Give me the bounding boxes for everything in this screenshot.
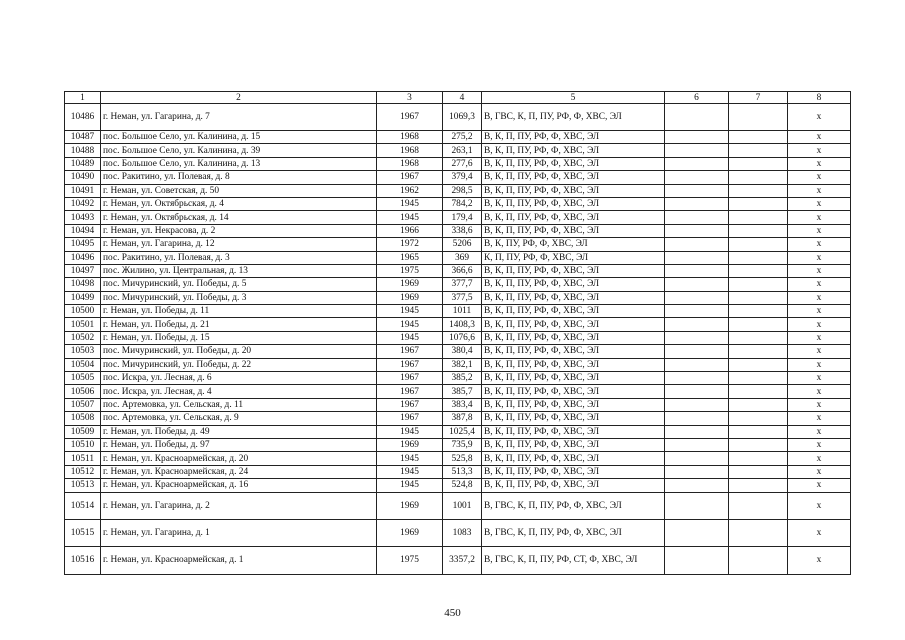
cell-col-8: x — [788, 131, 851, 144]
cell-row-number: 10493 — [65, 211, 101, 224]
cell-row-number: 10506 — [65, 385, 101, 398]
cell-area: 385,7 — [443, 385, 482, 398]
cell-col-7 — [729, 157, 788, 170]
cell-area: 382,1 — [443, 358, 482, 371]
cell-build-year: 1969 — [377, 492, 443, 519]
cell-area: 784,2 — [443, 197, 482, 210]
cell-area: 385,2 — [443, 372, 482, 385]
cell-address: г. Неман, ул. Гагарина, д. 2 — [101, 492, 377, 519]
cell-row-number: 10504 — [65, 358, 101, 371]
cell-utilities: В, К, П, ПУ, РФ, Ф, ХВС, ЭЛ — [482, 184, 665, 197]
cell-utilities: В, К, П, ПУ, РФ, Ф, ХВС, ЭЛ — [482, 224, 665, 237]
cell-col-8: x — [788, 251, 851, 264]
cell-col-7 — [729, 305, 788, 318]
cell-col-8: x — [788, 278, 851, 291]
cell-col-8: x — [788, 171, 851, 184]
table-row — [65, 318, 851, 331]
cell-col-8: x — [788, 479, 851, 492]
cell-col-6 — [665, 305, 729, 318]
cell-row-number: 10489 — [65, 157, 101, 170]
table-row — [65, 291, 851, 304]
cell-address: пос. Ракитино, ул. Полевая, д. 8 — [101, 171, 377, 184]
cell-build-year: 1945 — [377, 479, 443, 492]
cell-area: 263,1 — [443, 144, 482, 157]
cell-utilities: В, К, П, ПУ, РФ, Ф, ХВС, ЭЛ — [482, 479, 665, 492]
cell-utilities: В, К, П, ПУ, РФ, Ф, ХВС, ЭЛ — [482, 157, 665, 170]
cell-area: 277,6 — [443, 157, 482, 170]
cell-address: г. Неман, ул. Советская, д. 50 — [101, 184, 377, 197]
cell-utilities: В, К, П, ПУ, РФ, Ф, ХВС, ЭЛ — [482, 291, 665, 304]
cell-col-6 — [665, 331, 729, 344]
cell-address: пос. Мичуринский, ул. Победы, д. 3 — [101, 291, 377, 304]
cell-row-number: 10510 — [65, 438, 101, 451]
cell-col-7 — [729, 438, 788, 451]
cell-col-6 — [665, 171, 729, 184]
cell-area: 5206 — [443, 238, 482, 251]
cell-col-6 — [665, 546, 729, 574]
cell-col-7 — [729, 398, 788, 411]
cell-address: г. Неман, ул. Гагарина, д. 12 — [101, 238, 377, 251]
cell-build-year: 1945 — [377, 211, 443, 224]
header-row — [65, 92, 851, 104]
cell-col-8: x — [788, 264, 851, 277]
cell-address: пос. Большое Село, ул. Калинина, д. 15 — [101, 131, 377, 144]
cell-utilities: В, К, П, ПУ, РФ, Ф, ХВС, ЭЛ — [482, 412, 665, 425]
cell-col-7 — [729, 452, 788, 465]
cell-col-8: x — [788, 305, 851, 318]
cell-row-number: 10500 — [65, 305, 101, 318]
cell-utilities: В, К, П, ПУ, РФ, Ф, ХВС, ЭЛ — [482, 438, 665, 451]
cell-row-number: 10508 — [65, 412, 101, 425]
table-body — [65, 92, 851, 575]
cell-address: г. Неман, ул. Победы, д. 97 — [101, 438, 377, 451]
cell-address: пос. Мичуринский, ул. Победы, д. 22 — [101, 358, 377, 371]
cell-row-number: 10513 — [65, 479, 101, 492]
cell-col-8: x — [788, 412, 851, 425]
cell-col-8: x — [788, 224, 851, 237]
cell-address: пос. Большое Село, ул. Калинина, д. 13 — [101, 157, 377, 170]
cell-area: 1083 — [443, 519, 482, 546]
cell-col-7 — [729, 331, 788, 344]
cell-col-8: x — [788, 465, 851, 478]
cell-address: г. Неман, ул. Красноармейская, д. 16 — [101, 479, 377, 492]
cell-utilities: В, К, П, ПУ, РФ, Ф, ХВС, ЭЛ — [482, 264, 665, 277]
cell-col-6 — [665, 398, 729, 411]
cell-build-year: 1975 — [377, 264, 443, 277]
cell-row-number: 10512 — [65, 465, 101, 478]
cell-col-7 — [729, 144, 788, 157]
cell-col-6 — [665, 211, 729, 224]
cell-area: 3357,2 — [443, 546, 482, 574]
cell-address: г. Неман, ул. Октябрьская, д. 4 — [101, 197, 377, 210]
cell-build-year: 1967 — [377, 412, 443, 425]
cell-row-number: 10488 — [65, 144, 101, 157]
cell-row-number: 10491 — [65, 184, 101, 197]
column-header: 4 — [443, 92, 482, 104]
cell-area: 377,5 — [443, 291, 482, 304]
cell-col-8: x — [788, 385, 851, 398]
cell-col-8: x — [788, 372, 851, 385]
table-row — [65, 492, 851, 519]
cell-area: 377,7 — [443, 278, 482, 291]
cell-col-7 — [729, 291, 788, 304]
column-header: 7 — [729, 92, 788, 104]
cell-area: 379,4 — [443, 171, 482, 184]
cell-build-year: 1969 — [377, 291, 443, 304]
table-row — [65, 465, 851, 478]
page-number: 450 — [444, 607, 461, 619]
table-row — [65, 438, 851, 451]
column-header: 5 — [482, 92, 665, 104]
table-row — [65, 331, 851, 344]
table-row — [65, 144, 851, 157]
cell-col-7 — [729, 345, 788, 358]
cell-col-8: x — [788, 438, 851, 451]
cell-row-number: 10511 — [65, 452, 101, 465]
cell-address: г. Неман, ул. Гагарина, д. 1 — [101, 519, 377, 546]
cell-build-year: 1962 — [377, 184, 443, 197]
cell-area: 513,3 — [443, 465, 482, 478]
table-row — [65, 197, 851, 210]
cell-col-6 — [665, 412, 729, 425]
cell-utilities: В, ГВС, К, П, ПУ, РФ, СТ, Ф, ХВС, ЭЛ — [482, 546, 665, 574]
cell-col-7 — [729, 425, 788, 438]
cell-utilities: В, К, П, ПУ, РФ, Ф, ХВС, ЭЛ — [482, 345, 665, 358]
cell-col-8: x — [788, 211, 851, 224]
cell-area: 1076,6 — [443, 331, 482, 344]
cell-col-6 — [665, 224, 729, 237]
cell-col-6 — [665, 104, 729, 131]
cell-utilities: В, К, П, ПУ, РФ, Ф, ХВС, ЭЛ — [482, 131, 665, 144]
cell-col-6 — [665, 479, 729, 492]
cell-area: 524,8 — [443, 479, 482, 492]
table-row — [65, 305, 851, 318]
cell-col-7 — [729, 264, 788, 277]
cell-area: 383,4 — [443, 398, 482, 411]
cell-col-7 — [729, 131, 788, 144]
cell-build-year: 1945 — [377, 465, 443, 478]
cell-col-8: x — [788, 452, 851, 465]
cell-col-8: x — [788, 546, 851, 574]
cell-row-number: 10515 — [65, 519, 101, 546]
cell-address: пос. Ракитино, ул. Полевая, д. 3 — [101, 251, 377, 264]
cell-build-year: 1967 — [377, 372, 443, 385]
cell-col-6 — [665, 318, 729, 331]
cell-utilities: В, К, П, ПУ, РФ, Ф, ХВС, ЭЛ — [482, 358, 665, 371]
cell-area: 387,8 — [443, 412, 482, 425]
column-header: 3 — [377, 92, 443, 104]
cell-col-6 — [665, 238, 729, 251]
cell-address: пос. Мичуринский, ул. Победы, д. 20 — [101, 345, 377, 358]
cell-col-7 — [729, 104, 788, 131]
cell-address: пос. Артемовка, ул. Сельская, д. 9 — [101, 412, 377, 425]
cell-col-7 — [729, 492, 788, 519]
cell-utilities: В, К, П, ПУ, РФ, Ф, ХВС, ЭЛ — [482, 144, 665, 157]
cell-col-8: x — [788, 425, 851, 438]
cell-address: г. Неман, ул. Красноармейская, д. 1 — [101, 546, 377, 574]
cell-col-7 — [729, 211, 788, 224]
cell-row-number: 10486 — [65, 104, 101, 131]
table-row — [65, 412, 851, 425]
cell-build-year: 1945 — [377, 452, 443, 465]
cell-utilities: В, ГВС, К, П, ПУ, РФ, Ф, ХВС, ЭЛ — [482, 519, 665, 546]
table-row — [65, 264, 851, 277]
cell-address: пос. Артемовка, ул. Сельская, д. 11 — [101, 398, 377, 411]
cell-row-number: 10498 — [65, 278, 101, 291]
cell-utilities: В, К, ПУ, РФ, Ф, ХВС, ЭЛ — [482, 238, 665, 251]
registry-table — [64, 91, 851, 575]
table-row — [65, 452, 851, 465]
cell-col-8: x — [788, 519, 851, 546]
cell-utilities: В, К, П, ПУ, РФ, Ф, ХВС, ЭЛ — [482, 318, 665, 331]
cell-area: 366,6 — [443, 264, 482, 277]
cell-build-year: 1968 — [377, 144, 443, 157]
cell-col-6 — [665, 519, 729, 546]
cell-col-8: x — [788, 197, 851, 210]
cell-row-number: 10514 — [65, 492, 101, 519]
cell-build-year: 1968 — [377, 157, 443, 170]
cell-area: 1069,3 — [443, 104, 482, 131]
cell-address: г. Неман, ул. Победы, д. 11 — [101, 305, 377, 318]
table-row — [65, 398, 851, 411]
table-row — [65, 519, 851, 546]
cell-area: 275,2 — [443, 131, 482, 144]
cell-col-7 — [729, 184, 788, 197]
cell-col-6 — [665, 438, 729, 451]
cell-row-number: 10497 — [65, 264, 101, 277]
cell-col-6 — [665, 157, 729, 170]
cell-col-7 — [729, 318, 788, 331]
cell-col-7 — [729, 238, 788, 251]
cell-col-7 — [729, 171, 788, 184]
cell-col-8: x — [788, 345, 851, 358]
table-row — [65, 278, 851, 291]
cell-address: пос. Жилино, ул. Центральная, д. 13 — [101, 264, 377, 277]
cell-row-number: 10507 — [65, 398, 101, 411]
cell-col-6 — [665, 184, 729, 197]
cell-col-6 — [665, 492, 729, 519]
cell-col-7 — [729, 465, 788, 478]
cell-area: 735,9 — [443, 438, 482, 451]
cell-build-year: 1945 — [377, 318, 443, 331]
cell-utilities: К, П, ПУ, РФ, Ф, ХВС, ЭЛ — [482, 251, 665, 264]
cell-utilities: В, К, П, ПУ, РФ, Ф, ХВС, ЭЛ — [482, 331, 665, 344]
cell-utilities: В, К, П, ПУ, РФ, Ф, ХВС, ЭЛ — [482, 171, 665, 184]
cell-col-7 — [729, 224, 788, 237]
cell-address: г. Неман, ул. Победы, д. 49 — [101, 425, 377, 438]
cell-col-7 — [729, 479, 788, 492]
cell-col-7 — [729, 251, 788, 264]
cell-col-6 — [665, 465, 729, 478]
cell-build-year: 1967 — [377, 358, 443, 371]
cell-build-year: 1965 — [377, 251, 443, 264]
cell-address: пос. Мичуринский, ул. Победы, д. 5 — [101, 278, 377, 291]
cell-col-8: x — [788, 331, 851, 344]
table-row — [65, 211, 851, 224]
cell-address: пос. Большое Село, ул. Калинина, д. 39 — [101, 144, 377, 157]
cell-row-number: 10516 — [65, 546, 101, 574]
cell-utilities: В, К, П, ПУ, РФ, Ф, ХВС, ЭЛ — [482, 398, 665, 411]
cell-col-6 — [665, 278, 729, 291]
cell-col-7 — [729, 519, 788, 546]
cell-address: г. Неман, ул. Октябрьская, д. 14 — [101, 211, 377, 224]
cell-area: 179,4 — [443, 211, 482, 224]
cell-row-number: 10494 — [65, 224, 101, 237]
table-row — [65, 224, 851, 237]
cell-utilities: В, К, П, ПУ, РФ, Ф, ХВС, ЭЛ — [482, 425, 665, 438]
table-row — [65, 184, 851, 197]
table-row — [65, 479, 851, 492]
cell-area: 338,6 — [443, 224, 482, 237]
cell-row-number: 10505 — [65, 372, 101, 385]
table-row — [65, 251, 851, 264]
cell-build-year: 1972 — [377, 238, 443, 251]
cell-area: 380,4 — [443, 345, 482, 358]
cell-row-number: 10495 — [65, 238, 101, 251]
cell-build-year: 1945 — [377, 425, 443, 438]
cell-col-6 — [665, 264, 729, 277]
cell-area: 1011 — [443, 305, 482, 318]
cell-address: пос. Искра, ул. Лесная, д. 4 — [101, 385, 377, 398]
cell-build-year: 1969 — [377, 519, 443, 546]
cell-col-7 — [729, 358, 788, 371]
cell-col-7 — [729, 197, 788, 210]
cell-area: 1025,4 — [443, 425, 482, 438]
cell-col-8: x — [788, 184, 851, 197]
cell-col-6 — [665, 385, 729, 398]
table-row — [65, 157, 851, 170]
cell-build-year: 1975 — [377, 546, 443, 574]
cell-row-number: 10499 — [65, 291, 101, 304]
cell-utilities: В, ГВС, К, П, ПУ, РФ, Ф, ХВС, ЭЛ — [482, 492, 665, 519]
cell-col-7 — [729, 372, 788, 385]
cell-row-number: 10502 — [65, 331, 101, 344]
table-row — [65, 425, 851, 438]
cell-build-year: 1945 — [377, 331, 443, 344]
table-row — [65, 238, 851, 251]
cell-col-6 — [665, 197, 729, 210]
cell-build-year: 1967 — [377, 385, 443, 398]
cell-row-number: 10501 — [65, 318, 101, 331]
table-row — [65, 385, 851, 398]
cell-col-7 — [729, 385, 788, 398]
cell-col-6 — [665, 144, 729, 157]
cell-col-8: x — [788, 358, 851, 371]
table-row — [65, 104, 851, 131]
cell-build-year: 1967 — [377, 171, 443, 184]
cell-area: 525,8 — [443, 452, 482, 465]
cell-utilities: В, ГВС, К, П, ПУ, РФ, Ф, ХВС, ЭЛ — [482, 104, 665, 131]
cell-build-year: 1967 — [377, 345, 443, 358]
table-row — [65, 546, 851, 574]
cell-address: г. Неман, ул. Некрасова, д. 2 — [101, 224, 377, 237]
cell-col-7 — [729, 412, 788, 425]
column-header: 8 — [788, 92, 851, 104]
cell-build-year: 1967 — [377, 104, 443, 131]
cell-build-year: 1966 — [377, 224, 443, 237]
cell-col-8: x — [788, 144, 851, 157]
cell-build-year: 1967 — [377, 398, 443, 411]
cell-col-6 — [665, 251, 729, 264]
cell-col-6 — [665, 345, 729, 358]
cell-area: 1001 — [443, 492, 482, 519]
cell-col-8: x — [788, 398, 851, 411]
cell-address: пос. Искра, ул. Лесная, д. 6 — [101, 372, 377, 385]
cell-row-number: 10490 — [65, 171, 101, 184]
cell-utilities: В, К, П, ПУ, РФ, Ф, ХВС, ЭЛ — [482, 385, 665, 398]
cell-col-8: x — [788, 492, 851, 519]
cell-area: 369 — [443, 251, 482, 264]
cell-build-year: 1968 — [377, 131, 443, 144]
cell-address: г. Неман, ул. Красноармейская, д. 20 — [101, 452, 377, 465]
table-row — [65, 358, 851, 371]
cell-area: 1408,3 — [443, 318, 482, 331]
cell-address: г. Неман, ул. Гагарина, д. 7 — [101, 104, 377, 131]
cell-row-number: 10496 — [65, 251, 101, 264]
table-row — [65, 345, 851, 358]
cell-col-6 — [665, 358, 729, 371]
table-row — [65, 372, 851, 385]
cell-col-6 — [665, 372, 729, 385]
cell-build-year: 1945 — [377, 305, 443, 318]
cell-address: г. Неман, ул. Победы, д. 15 — [101, 331, 377, 344]
table-row — [65, 171, 851, 184]
cell-address: г. Неман, ул. Красноармейская, д. 24 — [101, 465, 377, 478]
cell-area: 298,5 — [443, 184, 482, 197]
cell-utilities: В, К, П, ПУ, РФ, Ф, ХВС, ЭЛ — [482, 305, 665, 318]
cell-col-6 — [665, 291, 729, 304]
cell-col-7 — [729, 546, 788, 574]
cell-build-year: 1969 — [377, 438, 443, 451]
cell-utilities: В, К, П, ПУ, РФ, Ф, ХВС, ЭЛ — [482, 278, 665, 291]
cell-row-number: 10487 — [65, 131, 101, 144]
cell-utilities: В, К, П, ПУ, РФ, Ф, ХВС, ЭЛ — [482, 372, 665, 385]
column-header: 2 — [101, 92, 377, 104]
cell-build-year: 1969 — [377, 278, 443, 291]
cell-col-6 — [665, 131, 729, 144]
cell-col-8: x — [788, 291, 851, 304]
cell-col-8: x — [788, 157, 851, 170]
cell-row-number: 10503 — [65, 345, 101, 358]
cell-col-6 — [665, 425, 729, 438]
cell-address: г. Неман, ул. Победы, д. 21 — [101, 318, 377, 331]
cell-row-number: 10492 — [65, 197, 101, 210]
column-header: 6 — [665, 92, 729, 104]
cell-col-6 — [665, 452, 729, 465]
column-header: 1 — [65, 92, 101, 104]
cell-row-number: 10509 — [65, 425, 101, 438]
cell-utilities: В, К, П, ПУ, РФ, Ф, ХВС, ЭЛ — [482, 452, 665, 465]
cell-col-8: x — [788, 104, 851, 131]
cell-col-8: x — [788, 318, 851, 331]
cell-col-7 — [729, 278, 788, 291]
cell-utilities: В, К, П, ПУ, РФ, Ф, ХВС, ЭЛ — [482, 465, 665, 478]
cell-utilities: В, К, П, ПУ, РФ, Ф, ХВС, ЭЛ — [482, 197, 665, 210]
table-row — [65, 131, 851, 144]
cell-col-8: x — [788, 238, 851, 251]
cell-utilities: В, К, П, ПУ, РФ, Ф, ХВС, ЭЛ — [482, 211, 665, 224]
cell-build-year: 1945 — [377, 197, 443, 210]
